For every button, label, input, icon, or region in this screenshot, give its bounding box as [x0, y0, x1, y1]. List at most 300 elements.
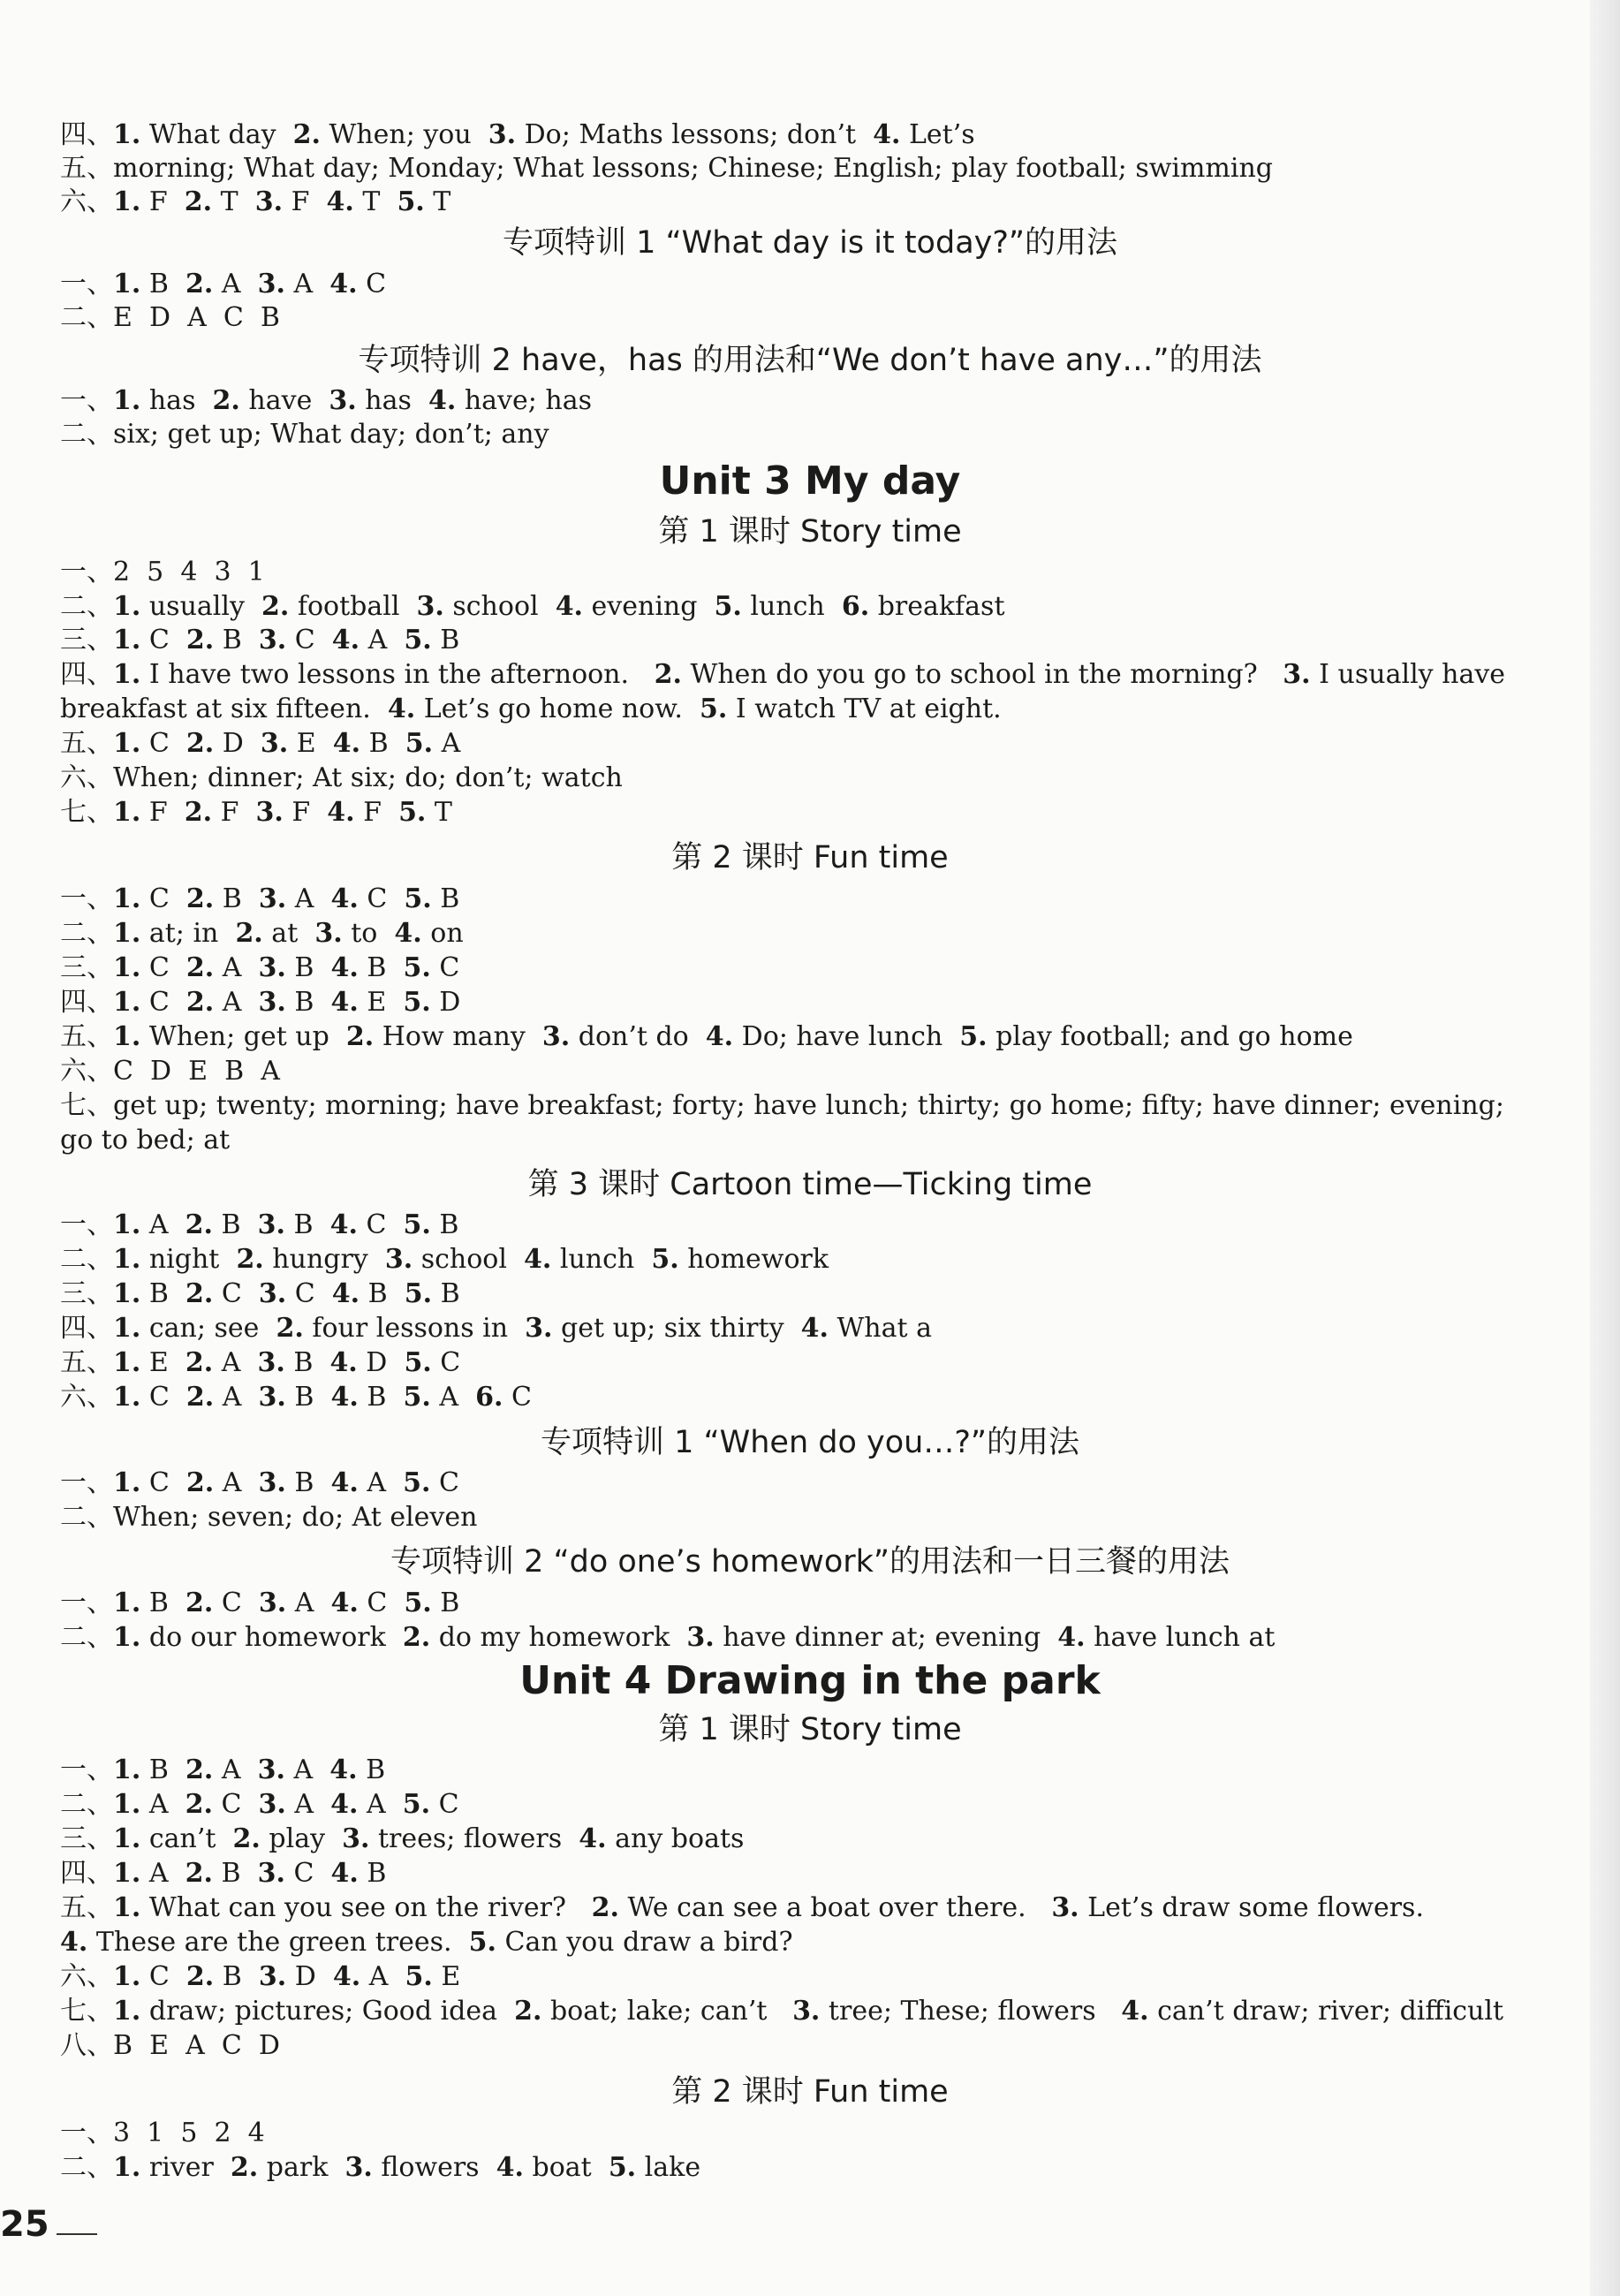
- answer-line: [60, 1467, 459, 1499]
- item-number: 4.: [327, 797, 355, 828]
- item-number: 4.: [330, 1587, 359, 1618]
- answer-text: B: [431, 883, 460, 914]
- answer-text: 二、six; get up; What day; don’t; any: [60, 419, 549, 450]
- item-number: 1.: [113, 1622, 141, 1653]
- answer-text: What a: [828, 1313, 932, 1344]
- answer-text: play football; and go home: [987, 1021, 1353, 1052]
- answer-text: I usually have: [1310, 659, 1506, 690]
- answer-text: 五、: [60, 1892, 113, 1923]
- item-number: 2.: [184, 797, 213, 828]
- answer-text: A: [213, 269, 258, 299]
- item-number: 5.: [405, 728, 434, 759]
- answer-text: A: [214, 987, 259, 1018]
- item-number: 4.: [330, 987, 359, 1018]
- answer-text: 七、: [60, 797, 113, 828]
- item-number: 5.: [403, 987, 431, 1018]
- answer-text: C: [140, 952, 186, 983]
- answer-line: [60, 1021, 1353, 1053]
- item-number: 4.: [331, 1278, 360, 1309]
- answer-text: A: [284, 269, 330, 299]
- answer-text: C: [212, 1789, 259, 1820]
- answer-text: A: [214, 1467, 259, 1498]
- answer-text: C: [430, 1789, 459, 1820]
- answer-text: C: [140, 625, 186, 655]
- answer-line: [60, 153, 1273, 185]
- answer-text: B: [285, 1382, 331, 1413]
- item-number: 2.: [185, 987, 215, 1018]
- item-number: 5.: [405, 1961, 433, 1992]
- answer-text: lake: [636, 2152, 701, 2183]
- answer-line: [60, 728, 460, 760]
- item-number: 2.: [185, 1382, 215, 1413]
- item-number: 3.: [344, 2152, 373, 2183]
- answer-line: [60, 1125, 230, 1156]
- item-number: 3.: [314, 918, 343, 949]
- item-number: 1.: [113, 591, 141, 622]
- answer-text: C: [140, 1467, 186, 1498]
- item-number: 4.: [330, 1382, 359, 1413]
- answer-text: B: [140, 1278, 185, 1309]
- answer-text: C: [213, 1278, 259, 1309]
- answer-line: [60, 557, 265, 588]
- answer-text: can’t: [140, 1823, 233, 1854]
- answer-line: [60, 1244, 829, 1276]
- item-number: 4.: [330, 1789, 359, 1820]
- answer-text: T: [212, 186, 255, 217]
- item-number: 3.: [260, 728, 289, 759]
- answer-text: 一、3 1 5 2 4: [60, 2118, 265, 2148]
- answer-text: B: [358, 1382, 404, 1413]
- item-number: 2.: [185, 1278, 214, 1309]
- item-number: 3.: [342, 1823, 370, 1854]
- item-number: 2.: [185, 269, 214, 299]
- item-number: 3.: [1051, 1892, 1079, 1923]
- answer-text: 五、: [60, 1021, 113, 1052]
- item-number: 3.: [329, 385, 357, 416]
- item-number: 1.: [113, 2152, 141, 2183]
- item-number: 3.: [254, 186, 284, 217]
- item-number: 3.: [258, 987, 286, 1018]
- item-number: 4.: [496, 2152, 524, 2183]
- item-number: 1.: [113, 1209, 141, 1240]
- answer-line: [60, 269, 386, 300]
- answer-text: Can you draw a bird?: [496, 1927, 793, 1958]
- answer-text: B: [212, 1858, 258, 1889]
- item-number: 5.: [608, 2152, 637, 2183]
- answer-line: [60, 2118, 265, 2149]
- answer-line: [60, 1278, 460, 1310]
- item-number: 4.: [329, 1347, 358, 1378]
- answer-text: A: [286, 1587, 331, 1618]
- item-number: 5.: [404, 625, 432, 655]
- answer-text: do my homework: [430, 1622, 687, 1653]
- answer-text: 六、C D E B A: [60, 1056, 280, 1087]
- item-number: 1.: [113, 1587, 141, 1618]
- answer-text: B: [140, 1587, 185, 1618]
- item-number: 5.: [397, 186, 425, 217]
- answer-text: F: [283, 186, 327, 217]
- answer-text: A: [140, 1858, 185, 1889]
- item-number: 2.: [185, 1789, 213, 1820]
- item-number: 2.: [212, 385, 240, 416]
- answer-line: [60, 1927, 793, 1959]
- item-number: 1.: [113, 1823, 141, 1854]
- item-number: 3.: [257, 1858, 285, 1889]
- item-number: 2.: [230, 2152, 259, 2183]
- item-number: 3.: [258, 625, 287, 655]
- heading-text: 第 2 课时 Fun time: [671, 840, 949, 875]
- item-number: 1.: [113, 186, 141, 217]
- answer-text: has: [356, 385, 428, 416]
- answer-text: usually: [140, 591, 261, 622]
- answer-text: B: [214, 625, 259, 655]
- item-number: 3.: [1283, 659, 1311, 690]
- answer-text: C: [430, 1467, 459, 1498]
- answer-text: 四、: [60, 659, 113, 690]
- item-number: 1.: [113, 883, 141, 914]
- answer-text: to: [342, 918, 395, 949]
- answer-text: 七、get up; twenty; morning; have breakfast; forty; have lunch; thirty; go home; fifty; have dinner; evening;: [60, 1090, 1504, 1121]
- answer-text: 二、: [60, 1244, 113, 1275]
- answer-text: 五、: [60, 728, 113, 759]
- answer-line: [60, 762, 623, 794]
- answer-text: How many: [374, 1021, 542, 1052]
- answer-text: B: [431, 625, 460, 655]
- item-number: 2.: [514, 1996, 542, 2027]
- answer-text: go to bed; at: [60, 1125, 231, 1156]
- item-number: 3.: [416, 591, 444, 622]
- item-number: 5.: [398, 797, 427, 828]
- section-heading: [0, 1423, 1620, 1462]
- answer-text: lunch: [741, 591, 842, 622]
- item-number: 3.: [257, 1754, 285, 1785]
- item-number: 4.: [326, 186, 354, 217]
- answer-text: any boats: [606, 1823, 745, 1854]
- answer-text: 一、: [60, 1754, 113, 1785]
- answer-text: don’t do: [570, 1021, 706, 1052]
- item-number: 1.: [113, 728, 141, 759]
- answer-text: get up; six thirty: [552, 1313, 801, 1344]
- item-number: 2.: [591, 1892, 619, 1923]
- answer-line: [60, 1056, 280, 1087]
- answer-text: F: [354, 797, 399, 828]
- answer-text: B: [358, 952, 404, 983]
- answer-text: 三、: [60, 625, 113, 655]
- answer-text: B: [360, 728, 405, 759]
- answer-line: [60, 1789, 459, 1821]
- item-number: 4.: [555, 591, 584, 622]
- item-number: 5.: [404, 1278, 433, 1309]
- answer-text: B: [214, 883, 259, 914]
- item-number: 4.: [329, 1209, 358, 1240]
- answer-text: Do; Maths lessons; don’t: [516, 119, 874, 150]
- answer-text: A: [285, 1789, 331, 1820]
- item-number: 1.: [113, 1244, 141, 1275]
- item-number: 2.: [345, 1021, 375, 1052]
- answer-text: C: [357, 269, 387, 299]
- item-number: 4.: [330, 883, 359, 914]
- item-number: 4.: [524, 1244, 552, 1275]
- answer-text: C: [357, 1209, 404, 1240]
- item-number: 2.: [235, 918, 263, 949]
- answer-text: I have two lessons in the afternoon.: [140, 659, 655, 690]
- answer-text: 四、: [60, 987, 113, 1018]
- answer-text: Let’s draw some flowers.: [1079, 1892, 1424, 1923]
- answer-text: 二、: [60, 918, 113, 949]
- answer-text: F: [212, 797, 256, 828]
- answer-text: T: [426, 797, 452, 828]
- item-number: 1.: [113, 1858, 141, 1889]
- item-number: 3.: [792, 1996, 821, 2027]
- heading-text: 专项特训 2 have，has 的用法和“We don’t have any…”的用法: [358, 343, 1262, 378]
- answer-text: river: [140, 2152, 231, 2183]
- answer-text: C: [284, 1858, 331, 1889]
- answer-text: E: [432, 1961, 461, 1992]
- unit-title: [0, 458, 1620, 505]
- item-number: 5.: [403, 1382, 431, 1413]
- lesson-heading: [0, 838, 1620, 877]
- heading-text: 专项特训 2 “do one’s homework”的用法和一日三餐的用法: [390, 1544, 1230, 1580]
- item-number: 5.: [402, 1789, 431, 1820]
- answer-text: A: [284, 1754, 330, 1785]
- answer-line: [60, 2030, 280, 2062]
- heading-text: 专项特训 1 “What day is it today?”的用法: [502, 225, 1118, 261]
- answer-text: 五、morning; What day; Monday; What lessons; Chinese; English; play football; swimming: [60, 153, 1273, 184]
- answer-text: Let’s go home now.: [415, 693, 700, 724]
- answer-text: at; in: [140, 918, 236, 949]
- item-number: 1.: [113, 659, 141, 690]
- lesson-heading: [0, 512, 1620, 551]
- answer-text: C: [140, 987, 186, 1018]
- item-number: 4.: [329, 1754, 358, 1785]
- item-number: 2.: [185, 1858, 213, 1889]
- item-number: 1.: [113, 1021, 141, 1052]
- answer-line: [60, 186, 450, 218]
- answer-text: When; you: [320, 119, 488, 150]
- answer-text: play: [260, 1823, 343, 1854]
- answer-line: [60, 918, 464, 950]
- item-number: 4.: [330, 952, 359, 983]
- item-number: 5.: [404, 883, 432, 914]
- answer-text: school: [413, 1244, 525, 1275]
- item-number: 2.: [185, 1347, 214, 1378]
- item-number: 2.: [654, 659, 682, 690]
- answer-text: Do; have lunch: [733, 1021, 960, 1052]
- answer-line: [60, 1858, 386, 1890]
- item-number: 3.: [258, 1789, 286, 1820]
- answer-line: [60, 625, 459, 656]
- item-number: 1.: [113, 987, 141, 1018]
- answer-text: 六、When; dinner; At six; do; don’t; watch: [60, 762, 623, 793]
- item-number: 2.: [292, 119, 321, 150]
- item-number: 3.: [541, 1021, 571, 1052]
- item-number: 3.: [257, 1347, 285, 1378]
- item-number: 5.: [714, 591, 742, 622]
- answer-line: [60, 952, 459, 984]
- item-number: 4.: [1121, 1996, 1149, 2027]
- answer-text: What can you see on the river?: [140, 1892, 592, 1923]
- item-number: 1.: [113, 1347, 141, 1378]
- answer-text: 一、: [60, 385, 113, 416]
- lesson-heading: [0, 2072, 1620, 2111]
- answer-line: [60, 987, 460, 1019]
- item-number: 5.: [404, 1347, 432, 1378]
- item-number: 4.: [579, 1823, 607, 1854]
- item-number: 1.: [113, 797, 141, 828]
- section-heading: [0, 224, 1620, 262]
- item-number: 4.: [1057, 1622, 1086, 1653]
- answer-text: 一、: [60, 1467, 113, 1498]
- item-number: 4.: [394, 918, 422, 949]
- answer-text: C: [358, 1587, 405, 1618]
- section-heading: [0, 1542, 1620, 1581]
- answer-text: 七、: [60, 1996, 113, 2027]
- answer-line: [60, 1587, 459, 1619]
- item-number: 4.: [332, 728, 361, 759]
- item-number: 3.: [258, 883, 287, 914]
- item-number: 4.: [705, 1021, 734, 1052]
- item-number: 2.: [402, 1622, 431, 1653]
- answer-text: breakfast at six fifteen.: [60, 693, 388, 724]
- answer-text: park: [258, 2152, 345, 2183]
- answer-text: D: [357, 1347, 405, 1378]
- item-number: 1.: [113, 385, 141, 416]
- item-number: 5.: [699, 693, 728, 724]
- answer-text: 三、: [60, 1278, 113, 1309]
- item-number: 2.: [261, 591, 290, 622]
- item-number: 4.: [332, 1961, 361, 1992]
- answer-text: D: [286, 1961, 333, 1992]
- answer-text: football: [289, 591, 417, 622]
- answer-text: do our homework: [140, 1622, 403, 1653]
- item-number: 2.: [185, 883, 215, 914]
- answer-text: I watch TV at eight.: [727, 693, 1002, 724]
- answer-text: flowers: [372, 2152, 496, 2183]
- answer-text: breakfast: [869, 591, 1005, 622]
- section-heading: [0, 341, 1620, 380]
- answer-text: hungry: [263, 1244, 385, 1275]
- answer-text: B: [140, 1754, 185, 1785]
- item-number: 3.: [258, 1278, 287, 1309]
- answer-text: can; see: [140, 1313, 276, 1344]
- unit-title-text: Unit 4 Drawing in the park: [519, 1658, 1101, 1703]
- answer-text: What day: [140, 119, 293, 150]
- answer-text: 四、: [60, 1858, 113, 1889]
- answer-text: B: [214, 1961, 259, 1992]
- item-number: 3.: [686, 1622, 715, 1653]
- answer-text: B: [285, 952, 331, 983]
- answer-text: 一、: [60, 1587, 113, 1618]
- item-number: 1.: [113, 1382, 141, 1413]
- answer-text: C: [286, 625, 332, 655]
- lesson-heading: [0, 1165, 1620, 1204]
- answer-text: 三、: [60, 952, 113, 983]
- item-number: 3.: [258, 1467, 286, 1498]
- answer-text: boat; lake; can’t: [541, 1996, 793, 2027]
- answer-text: A: [360, 625, 405, 655]
- item-number: 3.: [258, 1382, 286, 1413]
- answer-line: [60, 659, 1505, 691]
- answer-text: These are the green trees.: [87, 1927, 469, 1958]
- answer-text: F: [140, 797, 185, 828]
- item-number: 3.: [258, 952, 286, 983]
- answer-line: [60, 883, 459, 915]
- answer-text: 二、: [60, 591, 113, 622]
- item-number: 2.: [185, 625, 215, 655]
- answer-line: [60, 1754, 385, 1786]
- answer-line: [60, 385, 592, 417]
- item-number: 5.: [403, 952, 431, 983]
- item-number: 1.: [113, 1961, 141, 1992]
- item-number: 5.: [404, 1587, 432, 1618]
- answer-text: B: [284, 1347, 330, 1378]
- item-number: 3.: [258, 1961, 287, 1992]
- answer-text: We can see a boat over there.: [618, 1892, 1052, 1923]
- answer-text: 二、: [60, 1789, 113, 1820]
- item-number: 5.: [959, 1021, 988, 1052]
- answer-text: E: [358, 987, 404, 1018]
- answer-line: [60, 1090, 1504, 1122]
- item-number: 1.: [113, 952, 141, 983]
- answer-text: C: [430, 952, 460, 983]
- item-number: 3.: [257, 269, 285, 299]
- item-number: 4.: [873, 119, 901, 150]
- item-number: 1.: [113, 1996, 141, 2027]
- answer-text: A: [433, 728, 461, 759]
- heading-text: 专项特训 1 “When do you…?”的用法: [540, 1425, 1080, 1460]
- answer-text: has: [140, 385, 213, 416]
- answer-text: E: [140, 1347, 185, 1378]
- answer-text: have; has: [456, 385, 592, 416]
- unit-title-text: Unit 3 My day: [659, 458, 961, 504]
- answer-text: B: [431, 1587, 460, 1618]
- item-number: 2.: [185, 728, 215, 759]
- item-number: 2.: [236, 1244, 264, 1275]
- answer-text: at: [262, 918, 315, 949]
- item-number: 1.: [113, 1467, 141, 1498]
- item-number: 2.: [184, 186, 213, 217]
- item-number: 5.: [403, 1467, 431, 1498]
- answer-text: T: [424, 186, 451, 217]
- heading-text: 第 2 课时 Fun time: [671, 2074, 949, 2110]
- page-number: 25: [0, 2204, 49, 2245]
- answer-line: [60, 119, 975, 151]
- answer-text: When do you go to school in the morning?: [681, 659, 1283, 690]
- answer-text: have: [239, 385, 329, 416]
- answer-text: Let’s: [900, 119, 975, 150]
- answer-text: 一、: [60, 1209, 113, 1240]
- answer-text: homework: [678, 1244, 829, 1275]
- answer-text: draw; pictures; Good idea: [140, 1996, 515, 2027]
- answer-line: [60, 693, 1002, 725]
- answer-text: 二、When; seven; do; At eleven: [60, 1502, 478, 1533]
- answer-text: four lessons in: [303, 1313, 526, 1344]
- answer-text: C: [140, 883, 186, 914]
- answer-text: C: [140, 728, 186, 759]
- answer-text: 一、: [60, 883, 113, 914]
- answer-text: A: [140, 1789, 185, 1820]
- answer-text: C: [286, 1278, 332, 1309]
- heading-text: 第 3 课时 Cartoon time—Ticking time: [527, 1167, 1093, 1202]
- item-number: 2.: [276, 1313, 304, 1344]
- answer-text: lunch: [551, 1244, 652, 1275]
- answer-line: [60, 1961, 460, 1993]
- answer-text: A: [286, 883, 331, 914]
- answer-text: B: [360, 1278, 405, 1309]
- answer-text: B: [284, 1209, 330, 1240]
- item-number: 2.: [185, 1467, 215, 1498]
- item-number: 1.: [113, 1278, 141, 1309]
